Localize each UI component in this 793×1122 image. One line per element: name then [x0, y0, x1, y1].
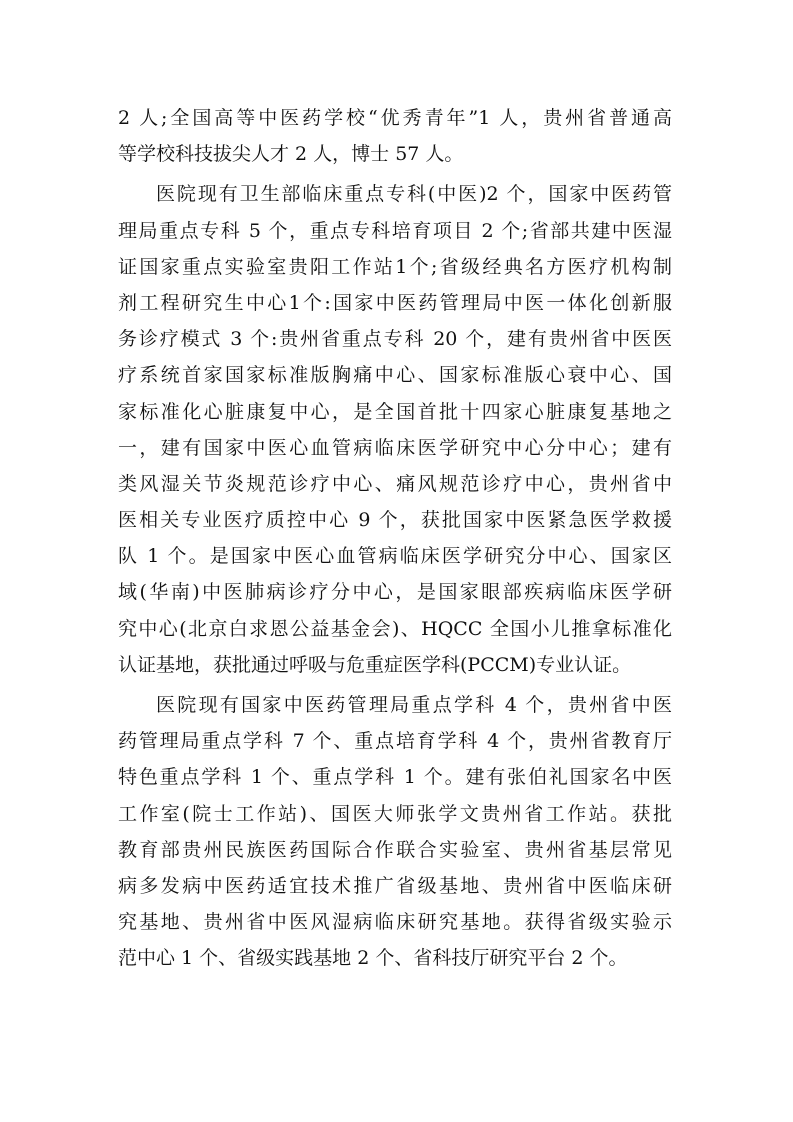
text-line: 医相关专业医疗质控中心 9 个，获批国家中医紧急医学救援 — [118, 509, 672, 532]
text-line: 理局重点专科 5 个，重点专科培育项目 2 个;省部共建中医湿 — [118, 219, 672, 242]
text-line: 认证基地，获批通过呼吸与危重症医学科(PCCM)专业认证。 — [118, 653, 632, 676]
text-line: 类风湿关节炎规范诊疗中心、痛风规范诊疗中心，贵州省中 — [118, 472, 672, 495]
text-line: 医院现有国家中医药管理局重点学科 4 个，贵州省中医 — [156, 694, 672, 716]
text-line: 范中心 1 个、省级实践基地 2 个、省科技厅研究平台 2 个。 — [118, 947, 628, 970]
text-line: 疗系统首家国家标准版胸痛中心、国家标准版心衰中心、国 — [118, 364, 672, 387]
text-line: 药管理局重点学科 7 个、重点培育学科 4 个，贵州省教育厅 — [118, 730, 672, 753]
text-line: 家标准化心脏康复中心，是全国首批十四家心脏康复基地之 — [118, 400, 672, 423]
text-line: 工作室(院士工作站)、国医大师张学文贵州省工作站。获批 — [118, 802, 672, 825]
paragraph-2 — [118, 176, 672, 683]
paragraph-3 — [118, 687, 672, 977]
text-line: 究中心(北京白求恩公益基金会)、HQCC 全国小儿推拿标准化 — [118, 617, 672, 640]
text-line: 一，建有国家中医心血管病临床医学研究中心分中心；建有 — [118, 436, 672, 459]
text-line: 究基地、贵州省中医风湿病临床研究基地。获得省级实验示 — [118, 911, 672, 934]
paragraph-1 — [118, 100, 672, 172]
text-line: 医院现有卫生部临床重点专科(中医)2 个，国家中医药管 — [156, 183, 672, 206]
text-line: 证国家重点实验室贵阳工作站1个;省级经典名方医疗机构制 — [118, 255, 672, 278]
text-line: 等学校科技拔尖人才 2 人，博士 57 人。 — [118, 143, 464, 166]
text-line: 教育部贵州民族医药国际合作联合实验室、贵州省基层常见 — [118, 838, 672, 861]
text-line: 2 人;全国高等中医药学校“优秀青年”1 人，贵州省普通高 — [118, 107, 672, 129]
text-line: 剂工程研究生中心1个:国家中医药管理局中医一体化创新服 — [118, 291, 672, 314]
text-line: 务诊疗模式 3 个:贵州省重点专科 20 个，建有贵州省中医医 — [118, 328, 672, 351]
text-line: 队 1 个。是国家中医心血管病临床医学研究分中心、国家区 — [118, 545, 672, 568]
document-body — [118, 100, 672, 977]
text-line: 域(华南)中医肺病诊疗分中心，是国家眼部疾病临床医学研 — [118, 581, 672, 604]
text-line: 特色重点学科 1 个、重点学科 1 个。建有张伯礼国家名中医 — [118, 766, 672, 789]
text-line: 病多发病中医药适宜技术推广省级基地、贵州省中医临床研 — [118, 874, 672, 897]
